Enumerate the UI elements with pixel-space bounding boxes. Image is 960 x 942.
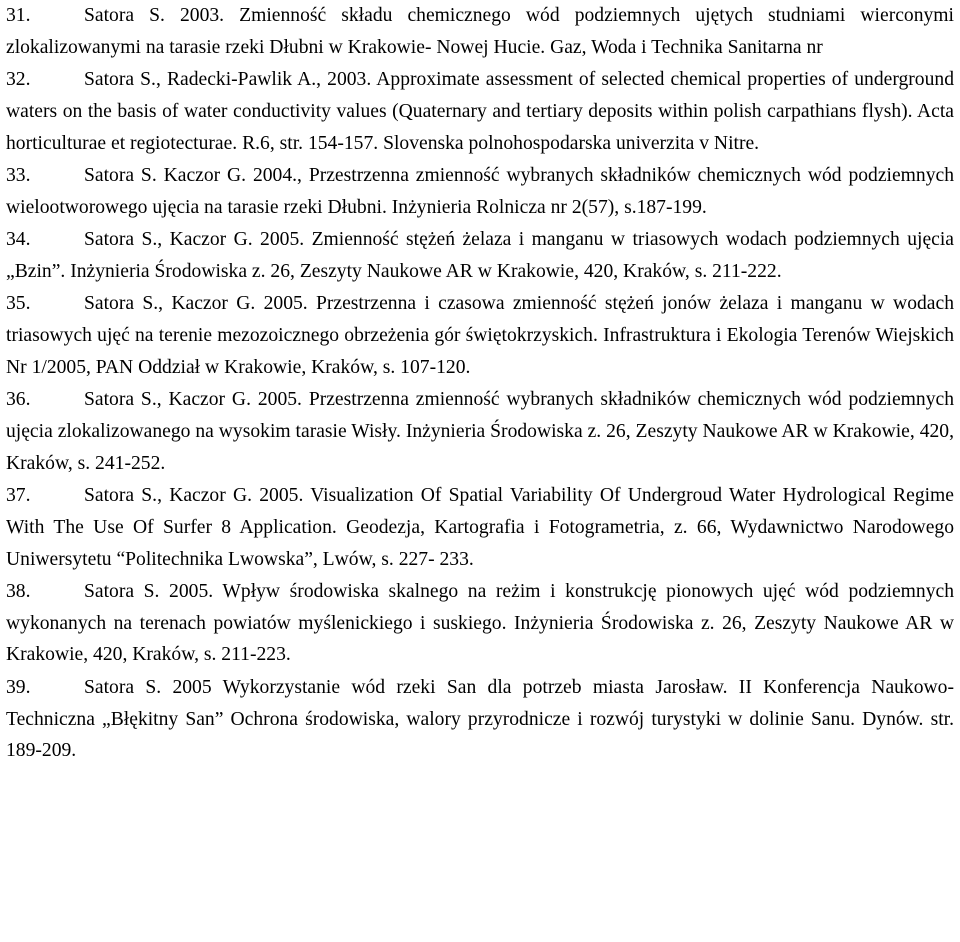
reference-number: 32. [6, 69, 31, 91]
reference-item [6, 64, 954, 159]
reference-text: Satora S. 2003. Zmienność składu chemicznego wód podziemnych ujętych studniami wierconymi zlokalizowanymi na tarasie rzeki Dłubni w Krakowie- Nowej Hucie. Gaz, Woda i Technika Sanitarna nr [6, 5, 954, 58]
reference-number: 31. [6, 5, 31, 26]
reference-number: 34. [6, 229, 31, 251]
reference-text: Satora S., Kaczor G. 2005. Przestrzenna zmienność wybranych składników chemicznych wód podziemnych ujęcia zlokalizowanego na wysokim tarasie Wisły. Inżynieria Środowiska z. 26, Zeszyty Naukowe AR w Krakowie, 420, Kraków, s. 241-252. [6, 389, 954, 474]
reference-item [6, 576, 954, 671]
reference-text: Satora S., Radecki-Pawlik A., 2003. Approximate assessment of selected chemical properties of underground waters on the basis of water conductivity values (Quaternary and tertiary deposits within polish carpathians flysh). Acta horticulturae et regiotecturae. R.6, str. 154-157. Slovenska polnohospodarska univerzita v Nitre. [6, 69, 954, 154]
reference-item [6, 480, 954, 575]
reference-number: 39. [6, 676, 31, 698]
reference-text: Satora S. 2005 Wykorzystanie wód rzeki San dla potrzeb miasta Jarosław. II Konferencja Naukowo-Techniczna „Błękitny San” Ochrona środowiska, walory przyrodnicze i rozwój turystyki w dolinie Sanu. Dynów. str. 189-209. [6, 676, 954, 762]
reference-text: Satora S., Kaczor G. 2005. Visualization Of Spatial Variability Of Undergroud Water Hydrological Regime With The Use Of Surfer 8 Application. Geodezja, Kartografia i Fotogrametria, z. 66, Wydawnictwo Narodowego Uniwersytetu “Politechnika Lwowska”, Lwów, s. 227- 233. [6, 484, 954, 570]
reference-item [6, 160, 954, 224]
reference-item [6, 288, 954, 383]
reference-number: 35. [6, 293, 31, 315]
reference-number: 37. [6, 484, 31, 506]
reference-item [6, 0, 954, 64]
reference-text: Satora S., Kaczor G. 2005. Zmienność stężeń żelaza i manganu w triasowych wodach podziemnych ujęcia „Bzin”. Inżynieria Środowiska z. 26, Zeszyty Naukowe AR w Krakowie, 420, Kraków, s. 211-222. [6, 229, 954, 282]
reference-number: 33. [6, 164, 31, 186]
reference-number: 38. [6, 580, 31, 602]
reference-text: Satora S. 2005. Wpływ środowiska skalnego na reżim i konstrukcję pionowych ujęć wód podziemnych wykonanych na terenach powiatów myślenickiego i suskiego. Inżynieria Środowiska z. 26, Zeszyty Naukowe AR w Krakowie, 420, Kraków, s. 211-223. [6, 580, 954, 666]
reference-text: Satora S. Kaczor G. 2004., Przestrzenna zmienność wybranych składników chemicznych wód podziemnych wielootworowego ujęcia na tarasie rzeki Dłubni. Inżynieria Rolnicza nr 2(57), s.187-199. [6, 164, 954, 218]
reference-item [6, 224, 954, 288]
reference-text: Satora S., Kaczor G. 2005. Przestrzenna i czasowa zmienność stężeń jonów żelaza i manganu w wodach triasowych ujęć na terenie mezozoicznego obrzeżenia gór świętokrzyskich. Infrastruktura i Ekologia Terenów Wiejskich Nr 1/2005, PAN Oddział w Krakowie, Kraków, s. 107-120. [6, 293, 954, 378]
reference-item [6, 672, 954, 767]
reference-item [6, 384, 954, 479]
reference-number: 36. [6, 389, 31, 411]
